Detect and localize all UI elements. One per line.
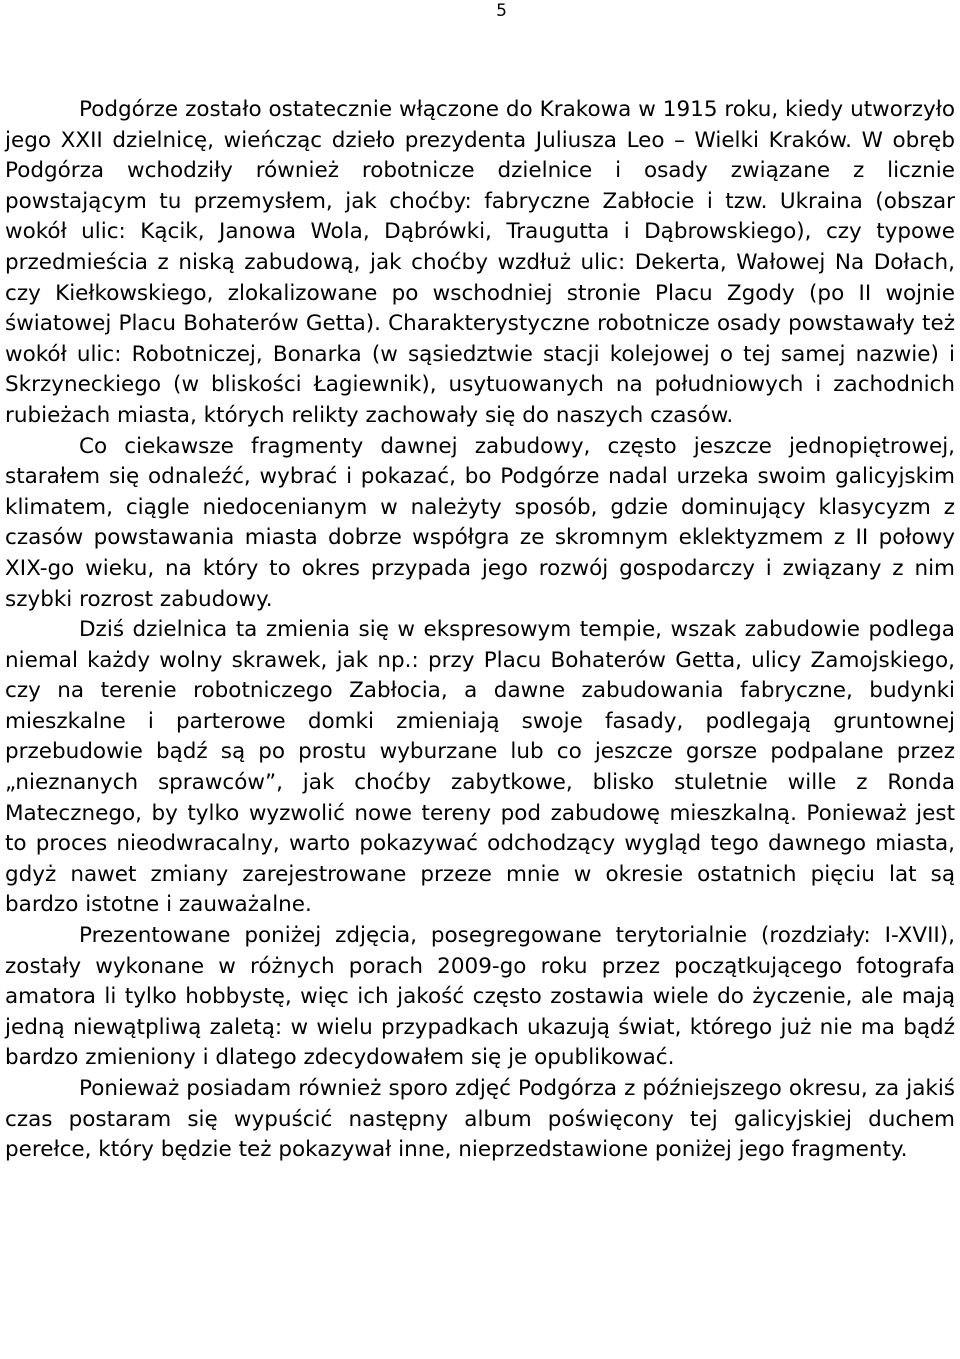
page-number: 5 xyxy=(496,1,507,21)
paragraph-2: Co ciekawsze fragmenty dawnej zabudowy, często jeszcze jednopiętrowej, starałem się odnaleźć, wybrać i pokazać, bo Podgórze nadal urzeka swoim galicyjskim klimatem, ciągle niedocenianym w należyty sposób, gdzie dominujący klasycyzm z czasów powstawania miasta dobrze współgra ze skromnym eklektyzmem z II połowy XIX-go wieku, na który to okres przypada jego rozwój gospodarczy i związany z nim szybki rozrost zabudowy. xyxy=(5,433,955,612)
paragraph-5: Ponieważ posiadam również sporo zdjęć Podgórza z późniejszego okresu, za jakiś czas postaram się wypuścić następny album poświęcony tej galicyjskiej duchem perełce, który będzie też pokazywał inne, nieprzedstawione poniżej jego fragmenty. xyxy=(5,1076,955,1163)
paragraph-4: Prezentowane poniżej zdjęcia, posegregowane terytorialnie (rozdziały: I-XVII), zostały wykonane w różnych porach 2009-go roku przez początkującego fotografa amatora li tylko hobbystę, więc ich jakość często zostawia wiele do życzenie, ale mają jedną niewątpliwą zaletą: w wielu przypadkach ukazują świat, którego już nie ma bądź bardzo zmieniony i dlatego zdecydowałem się je opublikować. xyxy=(5,923,955,1071)
paragraph-1: Podgórze zostało ostatecznie włączone do Krakowa w 1915 roku, kiedy utworzyło jego XXII dzielnicę, wieńcząc dzieło prezydenta Juliusza Leo – Wielki Kraków. W obręb Podgórza wchodziły również robotnicze dzielnice i osady związane z licznie powstającym tu przemysłem, jak choćby: fabryczne Zabłocie i tzw. Ukraina (obszar wokół ulic: Kącik, Janowa Wola, Dąbrówki, Traugutta i Dąbrowskiego), czy typowe przedmieścia z niską zabudową, jak choćby wzdłuż ulic: Dekerta, Wałowej Na Dołach, czy Kiełkowskiego, zlokalizowane po wschodniej stronie Placu Zgody (po II wojnie światowej Placu Bohaterów Getta). Charakterystyczne robotnicze osady powstawały też wokół ulic: Robotniczej, Bonarka (w sąsiedztwie stacji kolejowej o tej samej nazwie) i Skrzyneckiego (w bliskości Łagiewnik), usytuowanych na południowych i zachodnich rubieżach miasta, których relikty zachowały się do naszych czasów. xyxy=(5,97,955,428)
paragraph-3: Dziś dzielnica ta zmienia się w ekspresowym tempie, wszak zabudowie podlega niemal każdy wolny skrawek, jak np.: przy Placu Bohaterów Getta, ulicy Zamojskiego, czy na terenie robotniczego Zabłocia, a dawne zabudowania fabryczne, budynki mieszkalne i parterowe domki zmieniają swoje fasady, podlegają gruntownej przebudowie bądź są po prostu wyburzane lub co jeszcze gorsze podpalane przez „nieznanych sprawców”, jak choćby zabytkowe, blisko stuletnie wille z Ronda Matecznego, by tylko wyzwolić nowe tereny pod zabudowę mieszkalną. Ponieważ jest to proces nieodwracalny, warto pokazywać odchodzący wygląd tego dawnego miasta, gdyż nawet zmiany zarejestrowane przeze mnie w okresie ostatnich pięciu lat są bardzo istotne i zauważalne. xyxy=(5,617,955,918)
document-body xyxy=(5,95,955,1166)
